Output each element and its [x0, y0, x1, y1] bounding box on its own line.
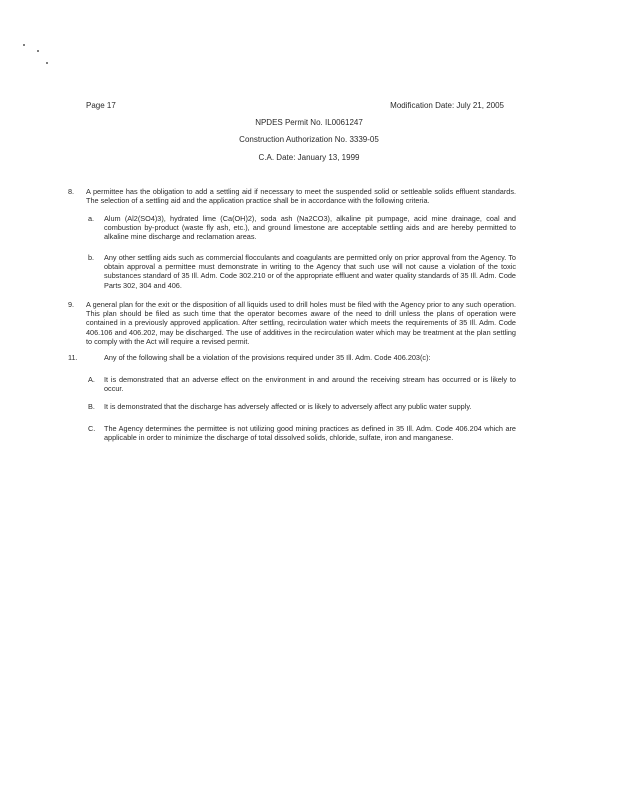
item-text: A permittee has the obligation to add a settling aid if necessary to meet the suspended solid or settleable solids effluent standards. The selection of a settling aid and the application practice shall be in accordance with the following criteria. [86, 187, 516, 206]
subitem-number: B. [88, 402, 95, 411]
subitem-text: It is demonstrated that the discharge has adversely affected or is likely to adversely affect any public water supply. [104, 402, 472, 411]
item-number: 11. [68, 353, 78, 362]
item-text: A general plan for the exit or the disposition of all liquids used to drill holes must be filed with the Agency prior to any such operation. This plan should be filed as such time that the operator becomes aware of the need to drill unless the plans of operation were contained in a previously approved application. After settling, recirculation water which meets the requirements of 35 Ill. Adm. Code 406.106 and 406.202, may be discharged. The use of additives in the recirculation water which may be treatment at the plan settling to comply with the Act will require a revised permit. [86, 300, 516, 346]
construction-authorization: Construction Authorization No. 3339-05 [239, 135, 379, 144]
modification-date: Modification Date: July 21, 2005 [390, 101, 504, 110]
scan-speck [23, 44, 25, 46]
permit-number: NPDES Permit No. IL0061247 [255, 118, 363, 127]
subitem-number: C. [88, 424, 96, 433]
item-number: 8. [68, 187, 75, 196]
subitem-text: Any other settling aids such as commercial flocculants and coagulants are permitted only on prior approval from the Agency. To obtain approval a permittee must demonstrate in writing to the Agency that such use will not cause a violation of the toxic substances standard of 35 Ill. Adm. Code 302.210 or of the appropriate effluent and water quality standards of 35 Ill. Adm. Code Parts 302, 304 and 406. [104, 253, 516, 290]
item-text: Any of the following shall be a violation of the provisions required under 35 Ill. Adm. Code 406.203(c): [104, 353, 431, 362]
subitem-text: The Agency determines the permittee is not utilizing good mining practices as defined in 35 Ill. Adm. Code 406.204 which are applicable in order to minimize the discharge of total dissolved solids, chloride, sulfate, iron and manganese. [104, 424, 516, 443]
subitem-text: It is demonstrated that an adverse effect on the environment in and around the receiving stream has occurred or is likely to occur. [104, 375, 516, 394]
subitem-number: a. [88, 214, 95, 223]
subitem-number: b. [88, 253, 95, 262]
subitem-number: A. [88, 375, 95, 384]
scan-speck [37, 50, 39, 52]
scan-speck [46, 62, 48, 64]
page-label: Page 17 [86, 101, 116, 110]
subitem-text: Alum (Al2(SO4)3), hydrated lime (Ca(OH)2), soda ash (Na2CO3), alkaline pit pumpage, acid mine drainage, coal and combustion by-product (waste fly ash, etc.), and ground limestone are acceptable settling aids and are hereby permitted to alkaline mine discharge and reclamation areas. [104, 214, 516, 242]
ca-date: C.A. Date: January 13, 1999 [258, 153, 360, 162]
item-number: 9. [68, 300, 75, 309]
